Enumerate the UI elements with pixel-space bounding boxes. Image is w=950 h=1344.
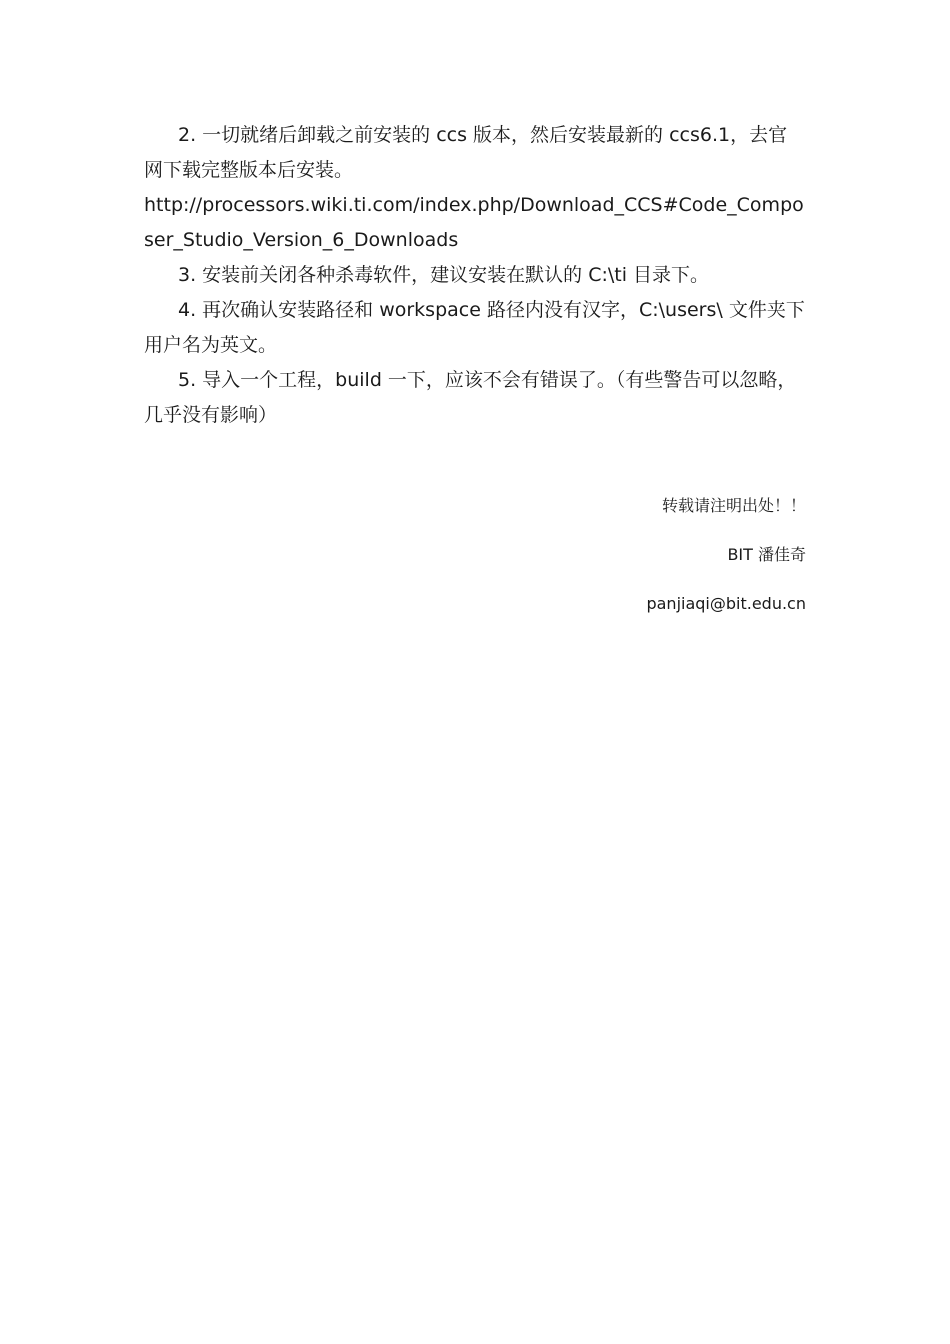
step-4-paragraph: 4. 再次确认安装路径和 workspace 路径内没有汉字，C:\users\ 文件夹下用户名为英文。 [144, 299, 805, 356]
reprint-notice: 转载请注明出处！！ [661, 496, 806, 515]
step-2-paragraph: 2. 一切就绪后卸载之前安装的 ccs 版本，然后安装最新的 ccs6.1，去官网下载完整版本后安装。 [144, 124, 788, 181]
author-email: panjiaqi@bit.edu.cn [646, 594, 806, 613]
author-name: BIT 潘佳奇 [727, 545, 806, 564]
step-5-paragraph: 5. 导入一个工程，build 一下，应该不会有错误了。（有些警告可以忽略，几乎没有影响） [144, 369, 797, 426]
download-url-text: http://processors.wiki.ti.com/index.php/Download_CCS#Code_Composer_Studio_Version_6_Downloads [144, 194, 804, 251]
step-3-paragraph: 3. 安装前关闭各种杀毒软件，建议安装在默认的 C:\ti 目录下。 [178, 264, 710, 286]
signature-block [406, 492, 806, 639]
document-body [144, 118, 806, 433]
